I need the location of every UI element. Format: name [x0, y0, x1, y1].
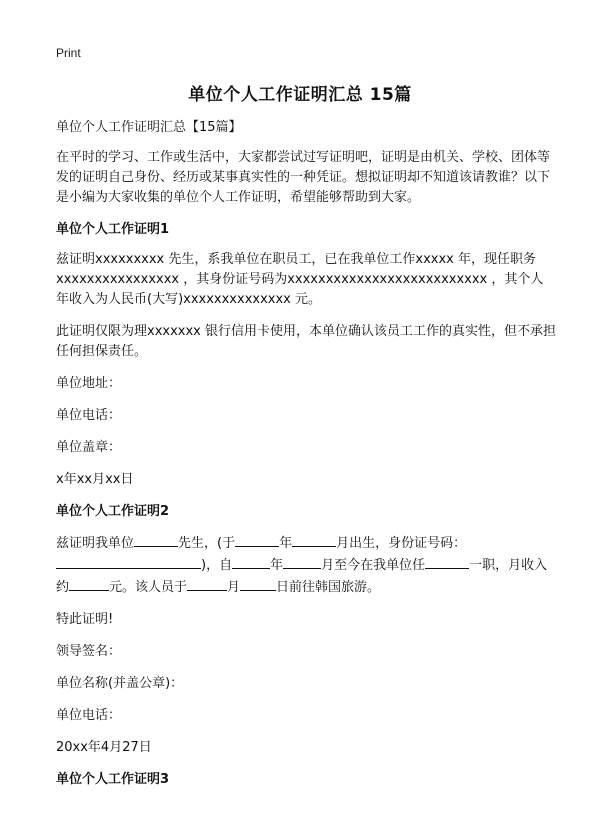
section1-date: x年xx月xx日 [56, 472, 134, 487]
document-subtitle: 单位个人工作证明汇总【15篇】 [56, 120, 242, 135]
section2-text: 月出生，身份证号码： [336, 536, 467, 551]
section1-address-label: 单位地址： [56, 376, 122, 391]
section2-text: 日前往韩国旅游。 [276, 580, 381, 595]
section2-text: )，自 [201, 558, 233, 573]
section2-text: 元。该人员于 [109, 580, 188, 595]
section-heading-2: 单位个人工作证明2 [56, 504, 170, 519]
section2-phone-label: 单位电话： [56, 708, 122, 723]
section1-paragraph-2: 此证明仅限为理xxxxxxx 银行信用卡使用，本单位确认该员工工作的真实性，但不承担任何担保责任。 [56, 324, 556, 359]
blank-line [56, 554, 201, 569]
intro-paragraph: 在平时的学习、工作或生活中，大家都尝试过写证明吧，证明是由机关、学校、团体等发的证明自己身份、经历或某事真实性的一种凭证。想拟证明却不知道该请教谁？以下是小编为大家收集的单位个人工作证明，希望能够帮助到大家。 [56, 150, 551, 205]
section2-text: 兹证明我单位 [56, 536, 135, 551]
section-heading-1: 单位个人工作证明1 [56, 222, 170, 237]
blank-line [283, 554, 321, 569]
document-body [56, 118, 556, 800]
blank-line [235, 532, 279, 547]
section2-leader-sign: 领导签名： [56, 644, 122, 659]
section1-paragraph-1: 兹证明xxxxxxxxx 先生，系我单位在职员工，已在我单位工作xxxxx 年，现任职务xxxxxxxxxxxxxxxx ，其身份证号码为xxxxxxxxxxxxxxxxxxxxxxxxxx ，其个人年收入为人民币(大写)xxxxxxxxxxxxxx 元。 [56, 252, 544, 307]
print-label: Print [56, 46, 81, 60]
section2-text: 月 [227, 580, 241, 595]
section1-phone-label: 单位电话： [56, 408, 122, 423]
section-heading-3: 单位个人工作证明3 [56, 772, 170, 787]
section1-seal-label: 单位盖章： [56, 440, 122, 455]
section2-text: 先生，(于 [178, 536, 236, 551]
section2-special: 特此证明! [56, 612, 114, 627]
blank-line [69, 576, 109, 591]
blank-line [292, 532, 336, 547]
section2-text: 年 [279, 536, 293, 551]
blank-line [187, 576, 227, 591]
blank-line [232, 554, 270, 569]
section2-paragraph [56, 532, 556, 598]
blank-line [425, 554, 469, 569]
document-title: 单位个人工作证明汇总 15篇 [188, 85, 412, 105]
section2-unit-name: 单位名称(并盖公章)： [56, 676, 184, 691]
blank-line [134, 532, 178, 547]
section2-date: 20xx年4月27日 [56, 740, 152, 755]
blank-line [240, 576, 276, 591]
section2-text: 年 [270, 558, 284, 573]
section2-text: 一职，月收入约 [56, 558, 548, 595]
section2-text: 月至今在我单位任 [321, 558, 426, 573]
